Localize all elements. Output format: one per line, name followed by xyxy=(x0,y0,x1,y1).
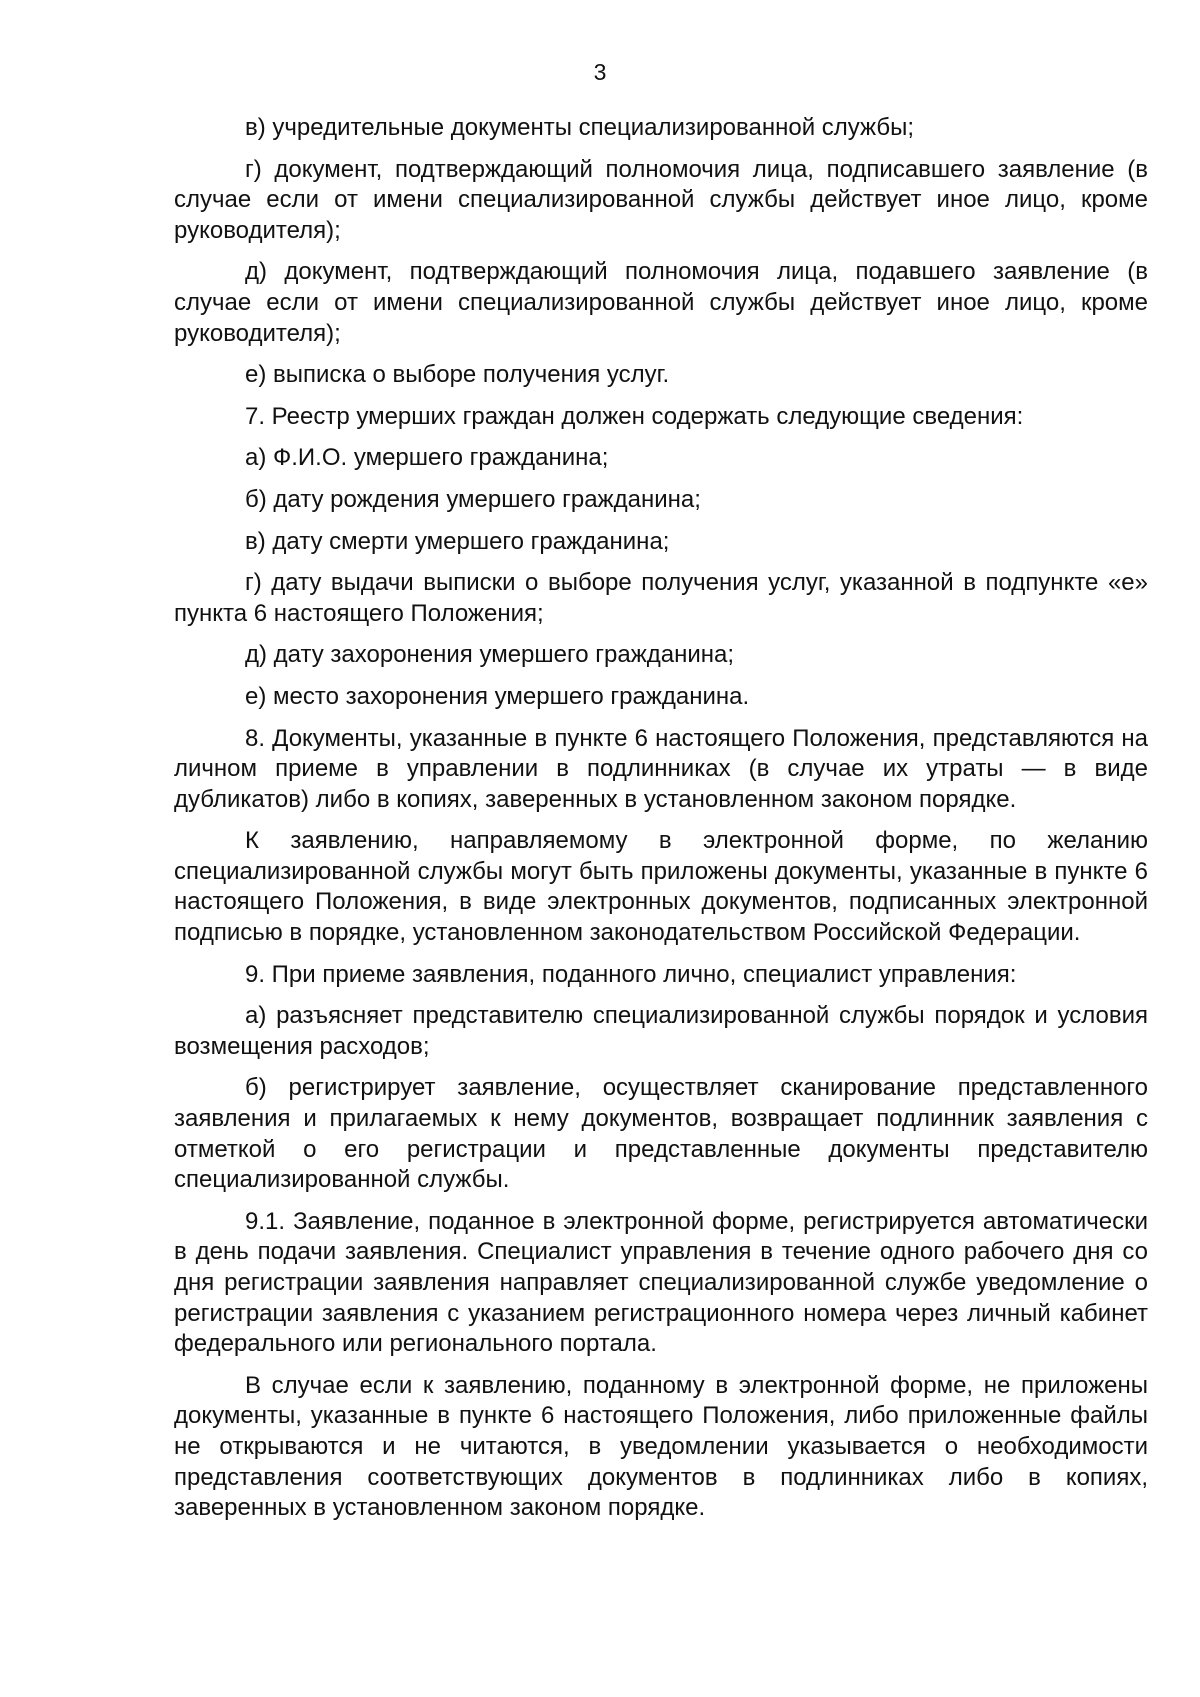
paragraph: в) дату смерти умершего гражданина; xyxy=(245,527,670,555)
paragraph: 9. При приеме заявления, поданного лично, специалист управления: xyxy=(245,960,1017,988)
paragraph: К заявлению, направляемому в электронной форме, по желанию специализированной службы могут быть приложены документы, указанные в пункте 6 настоящего Положения, в виде электронных документов, подписанных электронной подписью в порядке, установленном законодательством Российской Федерации. xyxy=(174,827,1148,947)
paragraph: д) дату захоронения умершего гражданина; xyxy=(245,641,735,669)
paragraph: е) выписка о выборе получения услуг. xyxy=(245,361,670,389)
paragraph: а) разъясняет представителю специализированной службы порядок и условия возмещения расходов; xyxy=(174,1002,1148,1060)
page-number: 3 xyxy=(593,59,607,85)
paragraph: 9.1. Заявление, поданное в электронной форме, регистрируется автоматически в день подачи заявления. Специалист управления в течение одного рабочего дня со дня регистрации заявления направляет специализированной службе уведомление о регистрации заявления с указанием регистрационного номера через личный кабинет федерального или регионального портала. xyxy=(174,1207,1148,1358)
paragraph: 8. Документы, указанные в пункте 6 настоящего Положения, представляются на личном приеме в управлении в подлинниках (в случае их утраты — в виде дубликатов) либо в копиях, заверенных в установленном законом порядке. xyxy=(174,724,1148,813)
paragraph: 7. Реестр умерших граждан должен содержать следующие сведения: xyxy=(245,402,1024,430)
paragraph: д) документ, подтверждающий полномочия лица, подавшего заявление (в случае если от имени специализированной службы действует иное лицо, кроме руководителя); xyxy=(174,258,1148,347)
paragraph: е) место захоронения умершего гражданина. xyxy=(245,682,750,710)
paragraph: а) Ф.И.О. умершего гражданина; xyxy=(245,444,609,472)
document-body xyxy=(174,113,1148,1535)
paragraph: В случае если к заявлению, поданному в электронной форме, не приложены документы, указанные в пункте 6 настоящего Положения, либо приложенные файлы не открываются и не читаются, в уведомлении указывается о необходимости представления соответствующих документов в подлинниках либо в копиях, заверенных в установленном законом порядке. xyxy=(174,1371,1148,1522)
paragraph: г) дату выдачи выписки о выборе получения услуг, указанной в подпункте «е» пункта 6 настоящего Положения; xyxy=(174,569,1148,627)
paragraph: г) документ, подтверждающий полномочия лица, подписавшего заявление (в случае если от имени специализированной службы действует иное лицо, кроме руководителя); xyxy=(174,155,1148,244)
paragraph: б) регистрирует заявление, осуществляет сканирование представленного заявления и прилагаемых к нему документов, возвращает подлинник заявления с отметкой о его регистрации и представленные документы представителю специализированной службы. xyxy=(174,1074,1148,1194)
paragraph: в) учредительные документы специализированной службы; xyxy=(245,114,915,141)
paragraph: б) дату рождения умершего гражданина; xyxy=(245,485,701,513)
